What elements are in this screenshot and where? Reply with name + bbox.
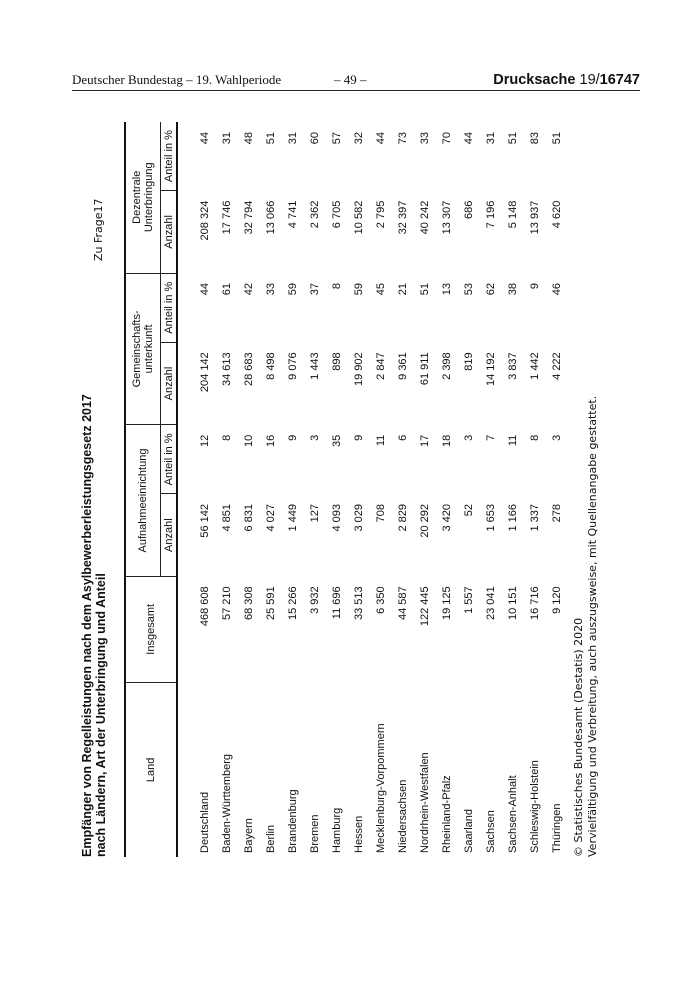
cell-value: 17 746 (221, 200, 233, 235)
cell-value: 35 (331, 434, 343, 447)
cell-value: 31 (485, 132, 497, 145)
cell-value: 8 498 (265, 352, 277, 380)
cell-value: 31 (287, 132, 299, 145)
cell-land: Hamburg (331, 807, 343, 853)
cell-value: 62 (485, 283, 497, 296)
group-gemeinschaft-line1: Gemeinschafts- (131, 310, 143, 388)
cell-value: 3 (309, 434, 321, 441)
question-reference: Zu Frage17 (92, 198, 105, 261)
cell-land: Bayern (243, 818, 255, 853)
cell-value: 16 716 (529, 586, 541, 621)
cell-value: 9 361 (397, 352, 409, 380)
table-row (370, 122, 392, 857)
page-number: – 49 – (334, 72, 367, 87)
cell-value: 44 (375, 132, 387, 145)
cell-value: 2 398 (441, 352, 453, 380)
cell-land: Hessen (353, 815, 365, 853)
cell-value: 4 620 (551, 200, 563, 229)
cell-value: 52 (463, 503, 475, 517)
group-header-dezentral (125, 122, 161, 273)
cell-value: 3 (551, 434, 563, 441)
table-row (177, 122, 216, 857)
sub-header-anteil: Anteil in % (161, 425, 178, 494)
table-row (524, 122, 546, 857)
cell-land: Berlin (265, 824, 277, 853)
cell-value: 8 (221, 434, 233, 441)
table-row (326, 122, 348, 857)
cell-value: 51 (265, 132, 277, 145)
source-note: © Statistisches Bundesamt (Destatis) 2020 (572, 617, 585, 857)
cell-land: Brandenburg (287, 789, 299, 853)
cell-value: 3 837 (507, 352, 519, 380)
copyright-note: Vervielfältigung und Verbreitung, auch auszugsweise, mit Quellenangabe gestattet. (586, 395, 599, 857)
cell-value: 15 266 (287, 586, 299, 621)
cell-value: 1 653 (485, 503, 497, 532)
cell-land: Sachsen-Anhalt (507, 775, 519, 853)
cell-value: 898 (331, 352, 343, 371)
cell-value: 9 120 (551, 586, 563, 614)
cell-value: 208 324 (199, 200, 211, 241)
cell-value: 68 308 (243, 586, 255, 621)
cell-value: 32 (353, 132, 365, 145)
cell-value: 73 (397, 132, 409, 145)
cell-value: 44 587 (397, 586, 409, 621)
table-row (260, 122, 282, 857)
cell-value: 33 513 (353, 586, 365, 621)
cell-value: 10 582 (353, 200, 365, 235)
cell-value: 4 851 (221, 503, 233, 532)
cell-value: 56 142 (199, 503, 211, 538)
table-row (436, 122, 458, 857)
cell-land: Baden-Württemberg (221, 753, 233, 853)
cell-value: 25 591 (265, 586, 277, 621)
cell-value: 3 420 (441, 503, 453, 532)
cell-value: 19 125 (441, 586, 453, 621)
cell-value: 2 829 (397, 503, 409, 532)
cell-value: 28 683 (243, 352, 255, 386)
cell-land: Nordrhein-Westfalen (419, 752, 431, 853)
sub-header-anteil: Anteil in % (161, 273, 178, 342)
cell-value: 83 (529, 132, 541, 145)
cell-value: 9 076 (287, 352, 299, 380)
cell-value: 37 (309, 283, 321, 296)
cell-value: 6 350 (375, 586, 387, 614)
doc-number-regular: 19/ (579, 72, 600, 88)
cell-value: 4 027 (265, 503, 277, 532)
cell-value: 3 932 (309, 586, 321, 614)
col-header-land: Land (125, 682, 177, 857)
group-header-gemeinschaft (125, 273, 161, 425)
cell-value: 7 (485, 434, 497, 441)
cell-value: 6 (397, 434, 409, 441)
cell-value: 9 (353, 434, 365, 441)
cell-land: Sachsen (485, 810, 497, 853)
cell-land: Niedersachsen (397, 779, 409, 853)
cell-value: 44 (199, 283, 211, 296)
cell-value: 12 (199, 434, 211, 447)
table-row (480, 122, 502, 857)
cell-value: 2 362 (309, 200, 321, 229)
cell-value: 1 166 (507, 503, 519, 532)
cell-value: 70 (441, 132, 453, 145)
table-row (546, 122, 568, 857)
sub-header-anzahl: Anzahl (161, 191, 178, 273)
cell-value: 33 (265, 283, 277, 296)
cell-value: 2 795 (375, 200, 387, 229)
cell-value: 1 557 (463, 586, 475, 614)
cell-value: 8 (331, 283, 343, 290)
cell-value: 9 (287, 434, 299, 441)
col-header-insgesamt: Insgesamt (125, 576, 177, 682)
cell-value: 708 (375, 503, 387, 523)
cell-value: 61 (221, 283, 233, 296)
cell-value: 31 (221, 132, 233, 145)
cell-value: 44 (199, 132, 211, 145)
cell-value: 6 705 (331, 200, 343, 229)
cell-value: 42 (243, 283, 255, 296)
cell-value: 32 794 (243, 200, 255, 235)
table-title-line2: nach Ländern, Art der Unterbringung und Anteil (94, 573, 108, 857)
cell-value: 48 (243, 132, 255, 145)
cell-value: 468 608 (199, 586, 211, 627)
cell-value: 278 (551, 503, 563, 523)
cell-value: 10 (243, 434, 255, 447)
cell-value: 7 196 (485, 200, 497, 229)
table-title-line1: Empfänger von Regelleistungen nach dem Asylbewerberleistungsgesetz 2017 (80, 394, 94, 857)
cell-value: 204 142 (199, 352, 211, 393)
table-title (80, 394, 108, 857)
cell-value: 53 (463, 283, 475, 296)
cell-value: 13 307 (441, 200, 453, 235)
cell-value: 13 066 (265, 200, 277, 235)
cell-value: 59 (353, 283, 365, 296)
sub-header-anzahl: Anzahl (161, 342, 178, 424)
table-row (282, 122, 304, 857)
cell-value: 33 (419, 132, 431, 145)
cell-value: 32 397 (397, 200, 409, 235)
table-row (216, 122, 238, 857)
cell-value: 1 443 (309, 352, 321, 380)
cell-value: 9 (529, 283, 541, 290)
sub-header-anteil: Anteil in % (161, 122, 178, 191)
cell-value: 11 (375, 434, 387, 447)
cell-land: Rheinland-Pfalz (441, 775, 453, 853)
cell-value: 51 (419, 283, 431, 296)
cell-value: 16 (265, 434, 277, 447)
cell-value: 38 (507, 283, 519, 296)
rotated-table-page (80, 117, 600, 857)
header-rule (72, 90, 640, 91)
cell-value: 14 192 (485, 352, 497, 386)
table-row (458, 122, 480, 857)
cell-value: 2 847 (375, 352, 387, 380)
cell-value: 819 (463, 352, 475, 371)
cell-value: 17 (419, 434, 431, 447)
cell-value: 1 337 (529, 503, 541, 532)
cell-value: 8 (529, 434, 541, 441)
cell-value: 34 613 (221, 352, 233, 386)
table-row (502, 122, 524, 857)
cell-value: 686 (463, 200, 475, 220)
cell-value: 23 041 (485, 586, 497, 621)
cell-value: 4 222 (551, 352, 563, 380)
cell-value: 10 151 (507, 586, 519, 621)
cell-value: 19 902 (353, 352, 365, 386)
cell-value: 51 (507, 132, 519, 145)
cell-land: Saarland (463, 808, 475, 853)
cell-land: Bremen (309, 814, 321, 853)
cell-value: 21 (397, 283, 409, 296)
group-gemeinschaft-line2: unterkunft (143, 324, 155, 374)
table-row (348, 122, 370, 857)
cell-value: 57 210 (221, 586, 233, 621)
table-row (304, 122, 326, 857)
doc-prefix: Drucksache (493, 72, 576, 88)
cell-value: 4 093 (331, 503, 343, 532)
cell-value: 13 (441, 283, 453, 296)
cell-land: Deutschland (199, 791, 211, 853)
header-left: Deutscher Bundestag – 19. Wahlperiode (72, 72, 282, 87)
cell-value: 4 741 (287, 200, 299, 229)
cell-value: 5 148 (507, 200, 519, 229)
sub-header-anzahl: Anzahl (161, 494, 178, 576)
cell-value: 11 (507, 434, 519, 447)
cell-value: 127 (309, 503, 321, 523)
group-dezentral-line2: Unterbringung (143, 162, 155, 233)
cell-value: 11 696 (331, 586, 343, 620)
cell-value: 18 (441, 434, 453, 447)
cell-value: 6 831 (243, 503, 255, 532)
doc-number-bold: 16747 (599, 72, 640, 88)
cell-land: Mecklenburg-Vorpommern (375, 723, 387, 853)
cell-value: 122 445 (419, 586, 431, 627)
cell-value: 40 242 (419, 200, 431, 235)
cell-value: 3 (463, 434, 475, 441)
cell-value: 1 449 (287, 503, 299, 532)
cell-value: 3 029 (353, 503, 365, 532)
group-header-aufnahme: Aufnahmeeinrichtung (125, 425, 161, 577)
cell-value: 46 (551, 283, 563, 296)
cell-value: 20 292 (419, 503, 431, 538)
cell-land: Thüringen (551, 803, 563, 853)
cell-value: 57 (331, 132, 343, 145)
cell-land: Schleswig-Holstein (529, 760, 541, 853)
cell-value: 1 442 (529, 352, 541, 380)
cell-value: 44 (463, 132, 475, 145)
table-row (414, 122, 436, 857)
cell-value: 13 937 (529, 200, 541, 235)
table-row (392, 122, 414, 857)
cell-value: 45 (375, 283, 387, 296)
table-row (238, 122, 260, 857)
cell-value: 59 (287, 283, 299, 296)
group-dezentral-line1: Dezentrale (131, 170, 143, 224)
cell-value: 61 911 (419, 352, 431, 386)
cell-value: 51 (551, 132, 563, 145)
document-number (493, 72, 640, 88)
data-table (124, 122, 568, 857)
cell-value: 60 (309, 132, 321, 145)
